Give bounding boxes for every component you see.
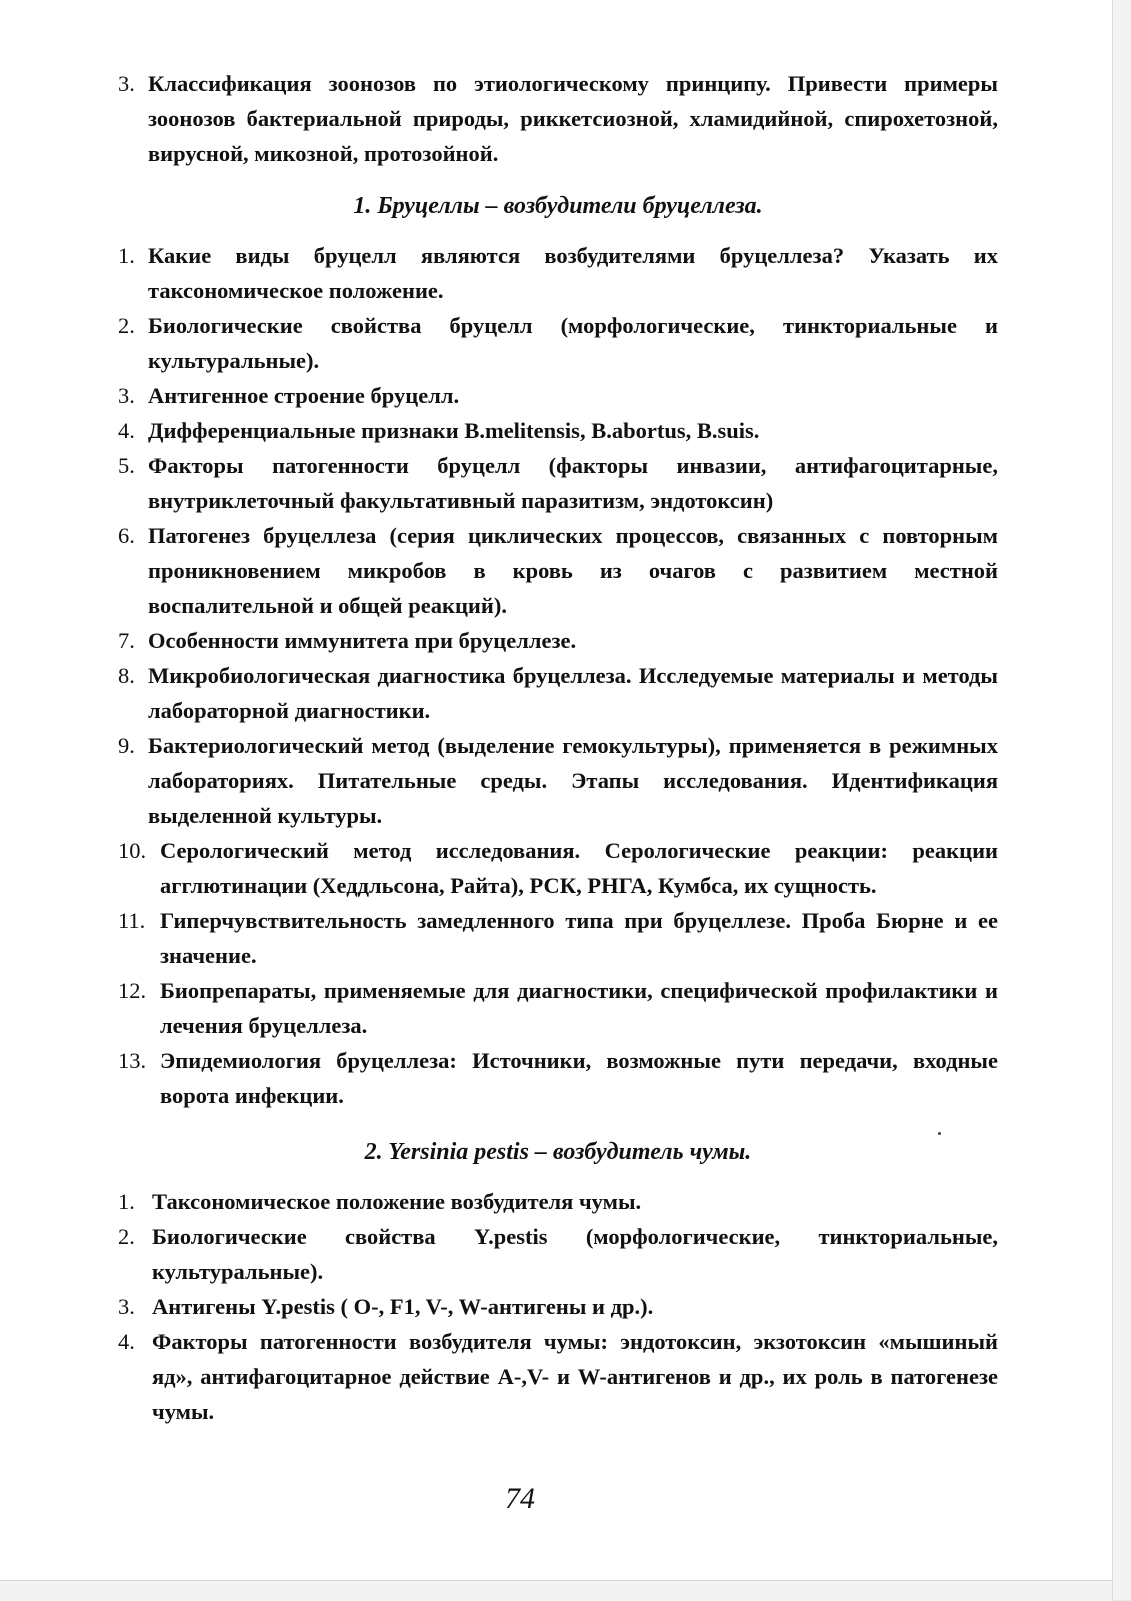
item-text: Бактериологический метод (выделение гемокультуры), применяется в режимных лабораториях. Питательные среды. Этапы исследования. Идентификация выделенной культуры.: [148, 733, 998, 828]
list-item: [118, 66, 998, 171]
yersinia-question-list: [118, 1184, 998, 1429]
item-text: Серологический метод исследования. Серологические реакции: реакции агглютинации (Хеддльсона, Райта), РСК, РНГА, Кумбса, их сущность.: [160, 838, 998, 898]
item-text: Эпидемиология бруцеллеза: Источники, возможные пути передачи, входные ворота инфекции.: [160, 1048, 998, 1108]
item-text: Антигены Y.pestis ( O-, F1, V-, W-антигены и др.).: [152, 1294, 654, 1319]
item-number: 3.: [118, 71, 135, 96]
item-text: Биологические свойства Y.pestis (морфологические, тинкториальные, культуральные).: [152, 1224, 998, 1284]
list-item: [118, 448, 998, 518]
page-number: 74: [505, 1482, 535, 1515]
item-number: 1.: [118, 1189, 135, 1214]
list-item: [118, 728, 998, 833]
scan-speck: [938, 1132, 941, 1135]
item-text: Антигенное строение бруцелл.: [148, 383, 460, 408]
list-item: [118, 238, 998, 308]
item-number: 4.: [118, 1329, 135, 1354]
item-number: 1.: [118, 243, 135, 268]
list-item: [118, 1289, 998, 1324]
item-number: 7.: [118, 628, 135, 653]
list-item: [118, 413, 998, 448]
list-item: [118, 833, 998, 903]
item-number: 13.: [118, 1048, 147, 1073]
section-title-yersinia: 2. Yersinia pestis – возбудитель чумы.: [364, 1139, 752, 1165]
item-number: 3.: [118, 1294, 135, 1319]
list-item: [118, 1219, 998, 1289]
item-text: Факторы патогенности возбудителя чумы: эндотоксин, экзотоксин «мышиный яд», антифагоцитарное действие A-,V- и W-антигенов и др., их роль в патогенезе чумы.: [152, 1329, 998, 1424]
list-item: [118, 1324, 998, 1429]
list-item: [118, 1043, 998, 1113]
item-number: 2.: [118, 1224, 135, 1249]
list-item: [118, 378, 998, 413]
item-number: 11.: [118, 908, 146, 933]
item-number: 4.: [118, 418, 135, 443]
item-text: Микробиологическая диагностика бруцеллеза. Исследуемые материалы и методы лабораторной диагностики.: [148, 663, 998, 723]
item-number: 9.: [118, 733, 135, 758]
list-item: [118, 903, 998, 973]
item-text: Таксономическое положение возбудителя чумы.: [152, 1189, 642, 1214]
section-title-brucella: 1. Бруцеллы – возбудители бруцеллеза.: [353, 193, 763, 219]
list-item: [118, 658, 998, 728]
item-text: Биологические свойства бруцелл (морфологические, тинкториальные и культуральные).: [148, 313, 998, 373]
list-item: [118, 623, 998, 658]
list-item: [118, 518, 998, 623]
item-text: Биопрепараты, применяемые для диагностики, специфической профилактики и лечения бруцеллеза.: [160, 978, 998, 1038]
item-number: 5.: [118, 453, 135, 478]
item-number: 8.: [118, 663, 135, 688]
item-number: 10.: [118, 838, 147, 863]
page-edge-bottom: [0, 1580, 1112, 1601]
item-text: Особенности иммунитета при бруцеллезе.: [148, 628, 577, 653]
intro-list: [118, 66, 998, 171]
item-text: Гиперчувствительность замедленного типа при бруцеллезе. Проба Бюрне и ее значение.: [160, 908, 998, 968]
item-text: Какие виды бруцелл являются возбудителями бруцеллеза? Указать их таксономическое положение.: [148, 243, 998, 303]
item-text: Классификация зоонозов по этиологическому принципу. Привести примеры зоонозов бактериальной природы, риккетсиозной, хламидийной, спирохетозной, вирусной, микозной, протозойной.: [148, 71, 998, 166]
brucella-question-list: [118, 238, 998, 1113]
item-text: Факторы патогенности бруцелл (факторы инвазии, антифагоцитарные, внутриклеточный факультативный паразитизм, эндотоксин): [148, 453, 998, 513]
page-content: [118, 66, 998, 1429]
list-item: [118, 308, 998, 378]
item-text: Дифференциальные признаки B.melitensis, B.abortus, B.suis.: [148, 418, 760, 443]
item-number: 3.: [118, 383, 135, 408]
page-edge-right: [1112, 0, 1131, 1600]
item-number: 12.: [118, 978, 147, 1003]
item-number: 2.: [118, 313, 135, 338]
item-number: 6.: [118, 523, 135, 548]
list-item: [118, 973, 998, 1043]
list-item: [118, 1184, 998, 1219]
item-text: Патогенез бруцеллеза (серия циклических процессов, связанных с повторным проникновением микробов в кровь из очагов с развитием местной воспалительной и общей реакций).: [148, 523, 998, 618]
